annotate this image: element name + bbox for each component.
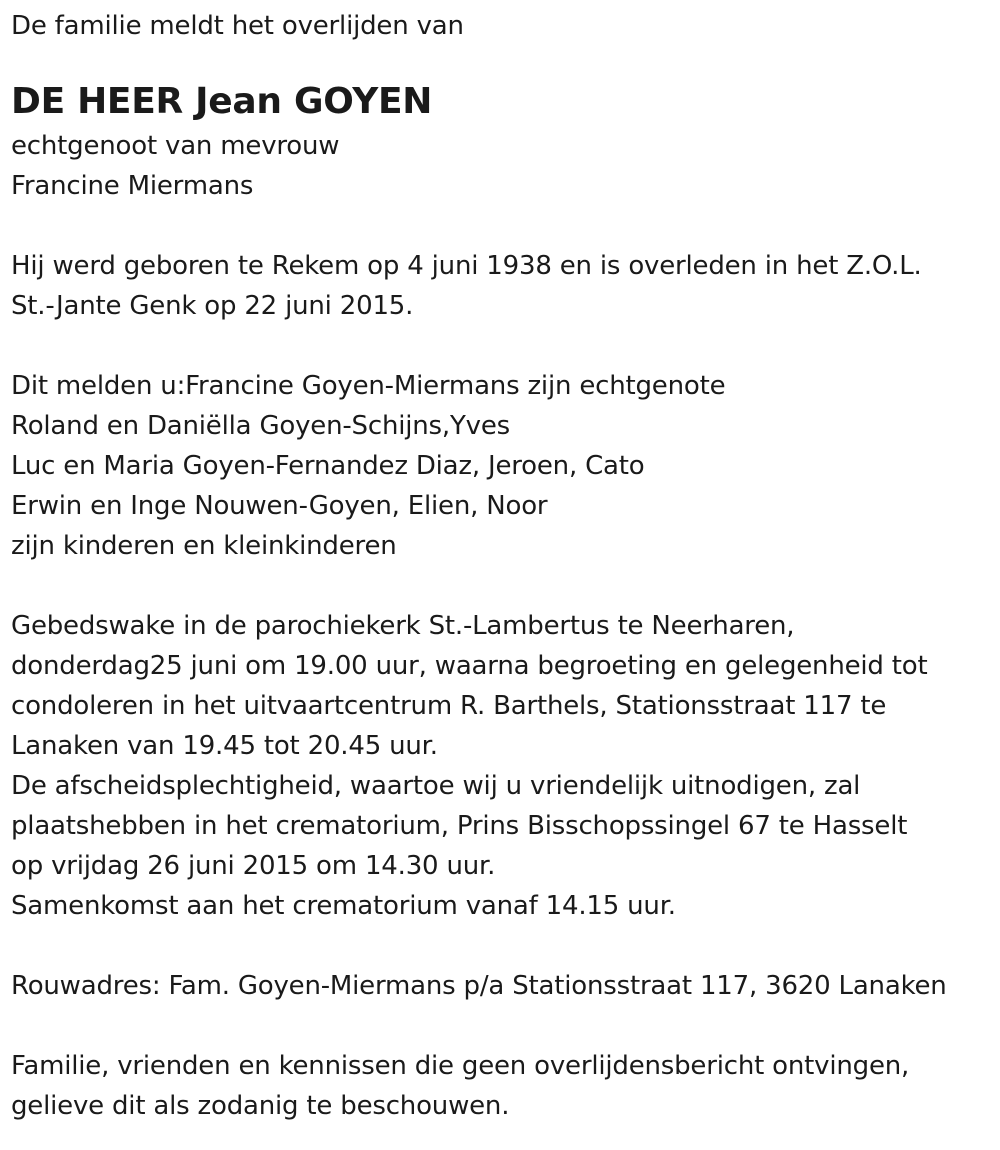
ceremony-line: op vrijdag 26 juni 2015 om 14.30 uur. — [11, 851, 496, 881]
spouse-name-line: Francine Miermans — [11, 171, 254, 201]
spacer — [11, 926, 991, 966]
mourning-address: Rouwadres: Fam. Goyen-Miermans p/a Stationsstraat 117, 3620 Lanaken — [11, 971, 947, 1001]
obituary-notice — [11, 6, 991, 1126]
spacer — [11, 566, 991, 606]
ceremony-line: donderdag25 juni om 19.00 uur, waarna begroeting en gelegenheid tot — [11, 651, 928, 681]
ceremony-line: plaatshebben in het crematorium, Prins Bisschopssingel 67 te Hasselt — [11, 811, 908, 841]
family-line: zijn kinderen en kleinkinderen — [11, 531, 397, 561]
spacer — [11, 206, 991, 246]
spacer — [11, 326, 991, 366]
birth-death-line: Hij werd geboren te Rekem op 4 juni 1938 en is overleden in het Z.O.L. — [11, 251, 922, 281]
family-line: Luc en Maria Goyen-Fernandez Diaz, Jeroen, Cato — [11, 451, 645, 481]
intro-text: De familie meldt het overlijden van — [11, 11, 464, 41]
family-line: Erwin en Inge Nouwen-Goyen, Elien, Noor — [11, 491, 548, 521]
birth-death-line: St.-Jante Genk op 22 juni 2015. — [11, 291, 414, 321]
ceremony-line: condoleren in het uitvaartcentrum R. Barthels, Stationsstraat 117 te — [11, 691, 887, 721]
family-line: Roland en Daniëlla Goyen-Schijns,Yves — [11, 411, 510, 441]
ceremony-line: Samenkomst aan het crematorium vanaf 14.15 uur. — [11, 891, 676, 921]
ceremony-line: Gebedswake in de parochiekerk St.-Lambertus te Neerharen, — [11, 611, 795, 641]
spacer — [11, 1006, 991, 1046]
ceremony-line: De afscheidsplechtigheid, waartoe wij u vriendelijk uitnodigen, zal — [11, 771, 861, 801]
ceremony-line: Lanaken van 19.45 tot 20.45 uur. — [11, 731, 438, 761]
family-line: Dit melden u:Francine Goyen-Miermans zijn echtgenote — [11, 371, 726, 401]
closing-line: Familie, vrienden en kennissen die geen overlijdensbericht ontvingen, — [11, 1051, 910, 1081]
closing-line: gelieve dit als zodanig te beschouwen. — [11, 1091, 510, 1121]
spouse-line: echtgenoot van mevrouw — [11, 131, 340, 161]
deceased-name: DE HEER Jean GOYEN — [11, 81, 433, 122]
